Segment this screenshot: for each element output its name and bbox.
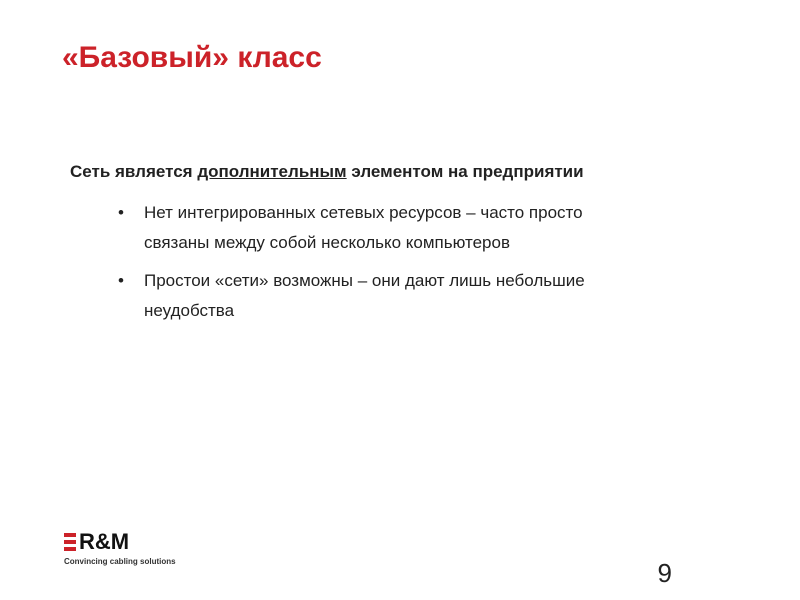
bullet-item xyxy=(70,266,614,326)
slide-content xyxy=(70,160,710,334)
logo-tagline: Convincing cabling solutions xyxy=(64,557,176,566)
bullet-dot: • xyxy=(118,203,124,222)
bullet-dot: • xyxy=(118,271,124,290)
logo-bars-icon xyxy=(64,533,76,551)
bullet-list xyxy=(70,198,710,326)
lead-underlined-word: дополнительным xyxy=(197,162,347,181)
logo-mark xyxy=(64,530,224,554)
bullet-text: Простои «сети» возможны – они дают лишь небольшие неудобства xyxy=(144,271,585,320)
company-logo xyxy=(64,530,224,574)
slide-title: «Базовый» класс xyxy=(62,41,322,74)
lead-text-after: элементом на предприятии xyxy=(346,162,584,181)
logo-brand-text: R&M xyxy=(79,529,130,554)
bullet-text: Нет интегрированных сетевых ресурсов – часто просто связаны между собой несколько компьютеров xyxy=(144,203,583,252)
lead-statement xyxy=(70,160,710,184)
page-number: 9 xyxy=(657,558,672,588)
lead-text-before: Сеть является xyxy=(70,162,198,181)
bullet-item xyxy=(70,198,614,258)
